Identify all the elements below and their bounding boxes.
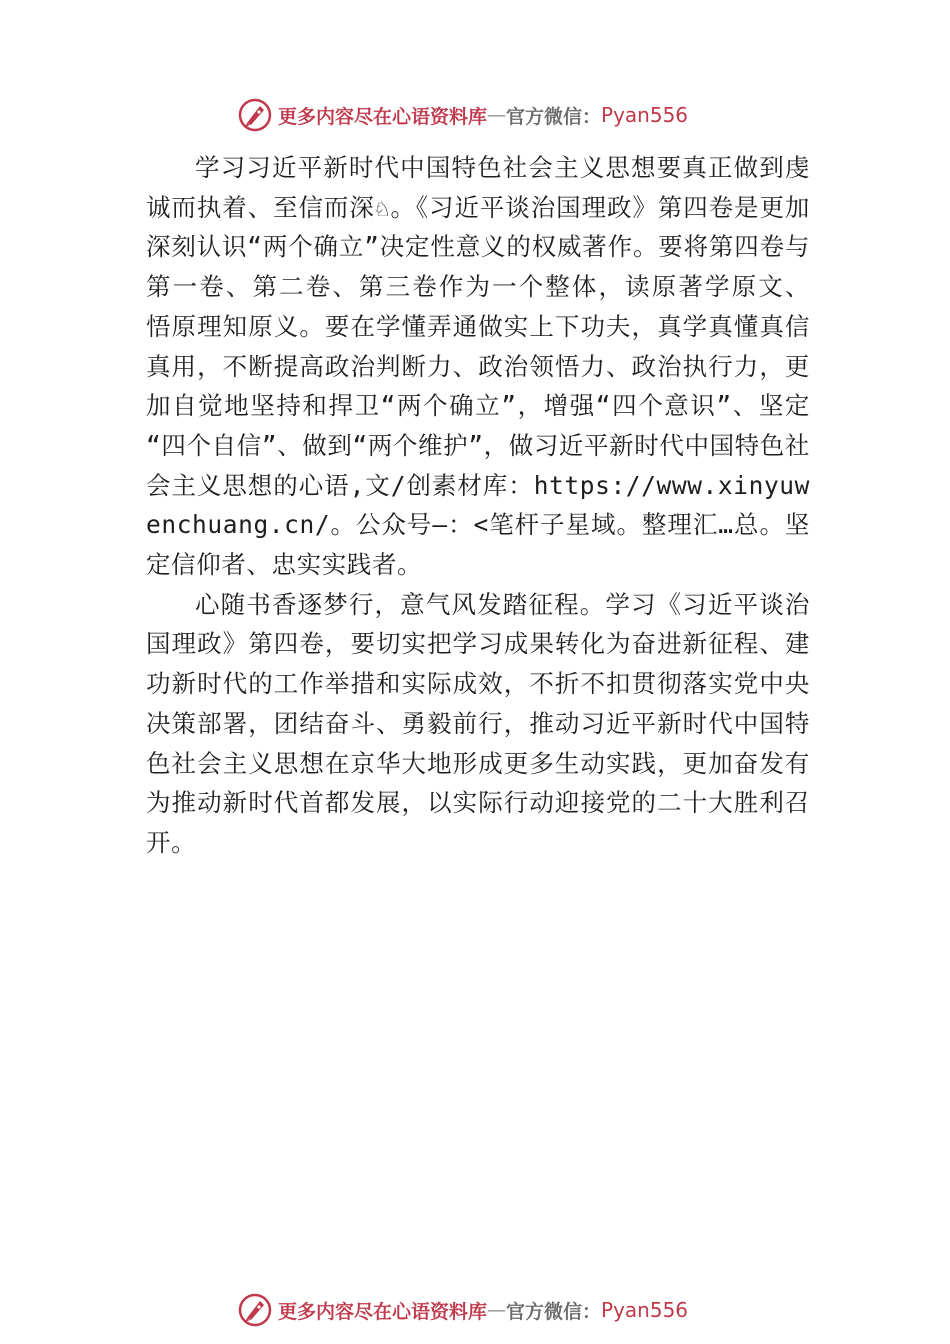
footer-wechat-id: Pyan556 — [601, 1298, 689, 1322]
footer-title: 更多内容尽在心语资料库 — [278, 1300, 488, 1323]
pen-nib-logo-icon — [238, 98, 272, 132]
footer-banner — [238, 1290, 688, 1330]
header-separator: — — [487, 104, 507, 126]
header-title: 更多内容尽在心语资料库 — [278, 105, 488, 128]
header-wechat-label: 官方微信： — [506, 105, 602, 128]
header-banner — [238, 95, 688, 135]
paragraph-2: 心随书香逐梦行，意气风发踏征程。学习《习近平谈治国理政》第四卷，要切实把学习成果转化为奋进新征程、建功新时代的工作举措和实际成效，不折不扣贯彻落实党中央决策部署，团结奋斗、勇毅前行，推动习近平新时代中国特色社会主义思想在京华大地形成更多生动实践，更加奋发有为推动新时代首都发展，以实际行动迎接党的二十大胜利召开。 — [146, 589, 810, 857]
footer-wechat-label: 官方微信： — [506, 1300, 602, 1323]
paragraph-1: 学习习近平新时代中国特色社会主义思想要真正做到虔诚而执着、至信而深♘。《习近平谈治国理政》第四卷是更加深刻认识“两个确立”决定性意义的权威著作。要将第四卷与第一卷、第二卷、第三卷作为一个整体，读原著学原文、 悟原理知原义。要在学懂弄通做实上下功夫，真学真懂真信真用，不断提高政治判断力、政治领悟力、政治执行力，更加自觉地坚持和捍卫“两个确立”，增强“四个意识”、坚定 “四个自信”、做到“两个维护”，做习近平新时代中国特色社会主义思想的心语,文/创素材库：https://www.xinyuwenchuang.cn/。公众号—：<笔杆子星域。整理汇…总。坚定信仰者、忠实实践者。 — [146, 153, 810, 580]
footer-separator: — — [487, 1299, 507, 1321]
header-wechat-id: Pyan556 — [601, 103, 689, 127]
document-body — [146, 148, 810, 863]
pen-nib-logo-icon — [238, 1293, 272, 1327]
